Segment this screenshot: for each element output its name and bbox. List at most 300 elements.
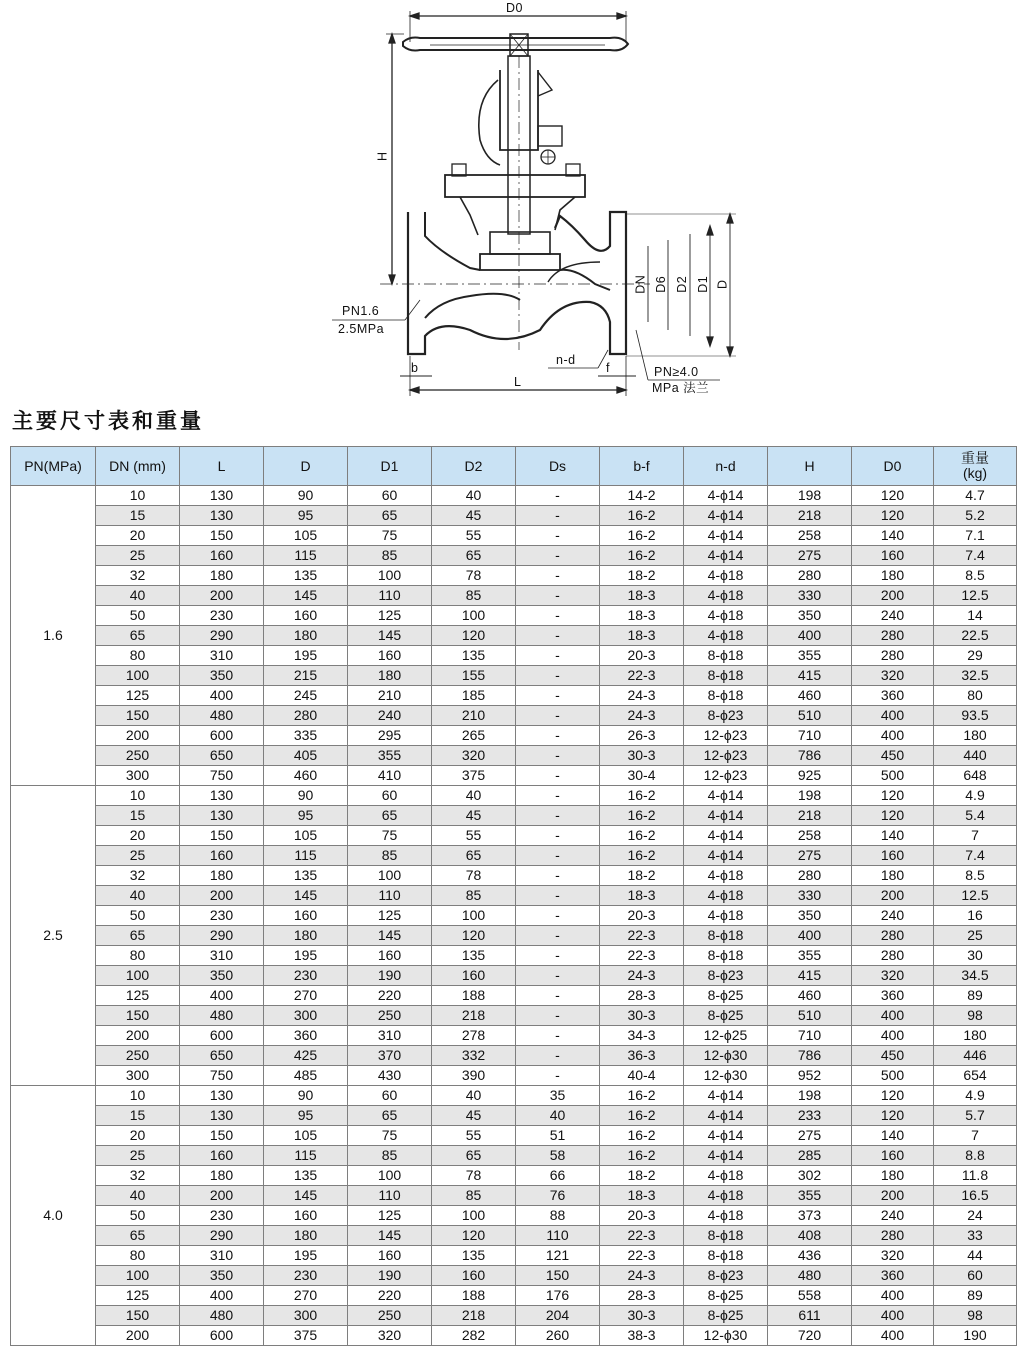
table-cell: 786 — [768, 746, 852, 766]
table-cell: 480 — [180, 706, 264, 726]
table-cell: 460 — [264, 766, 348, 786]
table-cell: 240 — [852, 606, 934, 626]
table-cell: 8-ϕ25 — [684, 1286, 768, 1306]
table-cell: 110 — [516, 1226, 600, 1246]
table-cell: 180 — [180, 866, 264, 886]
table-cell: 80 — [96, 1246, 180, 1266]
column-header: D — [264, 447, 348, 486]
table-cell: 16-2 — [600, 1146, 684, 1166]
table-cell: 98 — [934, 1306, 1017, 1326]
table-cell: 40 — [432, 786, 516, 806]
table-cell: 180 — [348, 666, 432, 686]
table-cell: 160 — [348, 946, 432, 966]
table-cell: 40 — [516, 1106, 600, 1126]
table-cell: 12-ϕ23 — [684, 726, 768, 746]
table-cell: 16.5 — [934, 1186, 1017, 1206]
table-cell: 480 — [180, 1306, 264, 1326]
table-cell: 215 — [264, 666, 348, 686]
table-cell: 155 — [432, 666, 516, 686]
table-cell: 218 — [768, 506, 852, 526]
table-cell: 110 — [348, 1186, 432, 1206]
table-cell: 150 — [96, 1006, 180, 1026]
table-cell: 38-3 — [600, 1326, 684, 1346]
table-cell: 125 — [348, 906, 432, 926]
table-cell: 350 — [180, 666, 264, 686]
table-row — [11, 1126, 1017, 1146]
table-row — [11, 926, 1017, 946]
column-header: D1 — [348, 447, 432, 486]
table-cell: 408 — [768, 1226, 852, 1246]
table-cell: 121 — [516, 1246, 600, 1266]
table-cell: 120 — [852, 806, 934, 826]
table-row — [11, 766, 1017, 786]
table-cell: 4-ϕ14 — [684, 526, 768, 546]
table-cell: - — [516, 626, 600, 646]
table-cell: 230 — [264, 1266, 348, 1286]
table-row — [11, 826, 1017, 846]
table-cell: 440 — [934, 746, 1017, 766]
table-cell: 33 — [934, 1226, 1017, 1246]
table-cell: 510 — [768, 1006, 852, 1026]
table-cell: 204 — [516, 1306, 600, 1326]
table-cell: 260 — [516, 1326, 600, 1346]
table-cell: 90 — [264, 786, 348, 806]
table-cell: 300 — [96, 766, 180, 786]
table-cell: 400 — [852, 1326, 934, 1346]
table-cell: 188 — [432, 986, 516, 1006]
table-cell: 400 — [852, 1026, 934, 1046]
table-cell: 275 — [768, 1126, 852, 1146]
table-cell: 925 — [768, 766, 852, 786]
table-cell: 8-ϕ25 — [684, 1306, 768, 1326]
table-cell: 600 — [180, 1326, 264, 1346]
table-cell: 400 — [180, 1286, 264, 1306]
table-row — [11, 506, 1017, 526]
table-cell: 400 — [180, 686, 264, 706]
table-cell: 135 — [432, 946, 516, 966]
table-cell: 278 — [432, 1026, 516, 1046]
table-cell: 145 — [264, 886, 348, 906]
table-cell: 10 — [96, 1086, 180, 1106]
table-cell: 8-ϕ25 — [684, 986, 768, 1006]
table-cell: 8.5 — [934, 866, 1017, 886]
table-cell: 258 — [768, 526, 852, 546]
label-d1: D1 — [696, 275, 711, 293]
label-h: H — [375, 151, 390, 162]
label-nd: n-d — [556, 353, 576, 367]
table-cell: 558 — [768, 1286, 852, 1306]
table-cell: 160 — [348, 646, 432, 666]
table-cell: 50 — [96, 606, 180, 626]
table-cell: 145 — [348, 1226, 432, 1246]
table-cell: 198 — [768, 786, 852, 806]
table-cell: 130 — [180, 1086, 264, 1106]
table-cell: 370 — [348, 1046, 432, 1066]
table-cell: 446 — [934, 1046, 1017, 1066]
table-cell: 85 — [432, 886, 516, 906]
table-cell: 145 — [264, 586, 348, 606]
table-row — [11, 686, 1017, 706]
table-cell: 4-ϕ18 — [684, 626, 768, 646]
table-cell: 160 — [432, 966, 516, 986]
table-cell: 750 — [180, 1066, 264, 1086]
table-cell: 150 — [180, 826, 264, 846]
table-cell: 115 — [264, 546, 348, 566]
table-cell: 12.5 — [934, 586, 1017, 606]
table-cell: 750 — [180, 766, 264, 786]
table-row — [11, 486, 1017, 506]
table-cell: 220 — [348, 986, 432, 1006]
column-header: L — [180, 447, 264, 486]
table-cell: 160 — [432, 1266, 516, 1286]
table-cell: 4-ϕ14 — [684, 1106, 768, 1126]
table-cell: 710 — [768, 726, 852, 746]
table-cell: 16-2 — [600, 1086, 684, 1106]
table-cell: 8.8 — [934, 1146, 1017, 1166]
table-cell: 66 — [516, 1166, 600, 1186]
table-header-row — [11, 447, 1017, 486]
table-cell: 18-2 — [600, 1166, 684, 1186]
table-row — [11, 586, 1017, 606]
table-cell: 30-4 — [600, 766, 684, 786]
table-cell: 200 — [180, 586, 264, 606]
table-cell: 218 — [432, 1306, 516, 1326]
table-cell: 51 — [516, 1126, 600, 1146]
table-cell: 230 — [264, 966, 348, 986]
table-cell: 654 — [934, 1066, 1017, 1086]
table-cell: 125 — [348, 606, 432, 626]
table-cell: 85 — [348, 846, 432, 866]
table-cell: 60 — [348, 786, 432, 806]
table-cell: 50 — [96, 1206, 180, 1226]
table-cell: 218 — [768, 806, 852, 826]
table-cell: 80 — [96, 646, 180, 666]
table-cell: 20-3 — [600, 646, 684, 666]
table-cell: 480 — [768, 1266, 852, 1286]
table-cell: 160 — [180, 546, 264, 566]
table-cell: 45 — [432, 506, 516, 526]
table-cell: 5.7 — [934, 1106, 1017, 1126]
table-cell: 500 — [852, 766, 934, 786]
table-cell: - — [516, 846, 600, 866]
table-cell: 648 — [934, 766, 1017, 786]
table-cell: 4-ϕ14 — [684, 1126, 768, 1146]
table-cell: 4-ϕ18 — [684, 906, 768, 926]
table-cell: 332 — [432, 1046, 516, 1066]
table-cell: 400 — [852, 1306, 934, 1326]
table-cell: 115 — [264, 846, 348, 866]
table-cell: - — [516, 726, 600, 746]
table-cell: 30-3 — [600, 746, 684, 766]
table-cell: 8-ϕ18 — [684, 666, 768, 686]
table-cell: - — [516, 566, 600, 586]
table-cell: 190 — [934, 1326, 1017, 1346]
table-cell: 160 — [264, 606, 348, 626]
table-cell: 350 — [768, 606, 852, 626]
table-cell: 240 — [852, 1206, 934, 1226]
table-cell: 450 — [852, 746, 934, 766]
label-pn-high-1: PN≥4.0 — [654, 365, 699, 379]
table-cell: 4-ϕ14 — [684, 486, 768, 506]
table-cell: 125 — [96, 1286, 180, 1306]
table-cell: - — [516, 526, 600, 546]
table-row — [11, 546, 1017, 566]
table-cell: - — [516, 786, 600, 806]
table-cell: 290 — [180, 926, 264, 946]
table-cell: 952 — [768, 1066, 852, 1086]
table-row — [11, 526, 1017, 546]
table-cell: 250 — [348, 1306, 432, 1326]
table-cell: 485 — [264, 1066, 348, 1086]
table-cell: 145 — [348, 626, 432, 646]
table-cell: 400 — [180, 986, 264, 1006]
table-cell: 16-2 — [600, 846, 684, 866]
table-cell: - — [516, 926, 600, 946]
table-cell: 180 — [264, 1226, 348, 1246]
table-cell: - — [516, 986, 600, 1006]
column-header: D0 — [852, 447, 934, 486]
table-cell: - — [516, 1026, 600, 1046]
label-d0: D0 — [506, 1, 523, 15]
table-cell: 18-3 — [600, 886, 684, 906]
table-cell: - — [516, 646, 600, 666]
valve-drawing — [0, 0, 1026, 400]
table-cell: 25 — [96, 546, 180, 566]
table-cell: 135 — [432, 646, 516, 666]
table-cell: 460 — [768, 986, 852, 1006]
table-row — [11, 706, 1017, 726]
table-cell: 270 — [264, 986, 348, 1006]
table-cell: 600 — [180, 726, 264, 746]
table-cell: 510 — [768, 706, 852, 726]
table-cell: 20-3 — [600, 906, 684, 926]
table-cell: 4.9 — [934, 786, 1017, 806]
table-cell: 720 — [768, 1326, 852, 1346]
table-cell: 89 — [934, 1286, 1017, 1306]
table-cell: 22.5 — [934, 626, 1017, 646]
table-cell: 4-ϕ14 — [684, 786, 768, 806]
table-cell: - — [516, 1066, 600, 1086]
table-cell: 35 — [516, 1086, 600, 1106]
table-cell: 436 — [768, 1246, 852, 1266]
table-cell: 32 — [96, 1166, 180, 1186]
table-cell: 105 — [264, 826, 348, 846]
table-cell: 320 — [432, 746, 516, 766]
table-cell: 150 — [180, 526, 264, 546]
table-cell: 76 — [516, 1186, 600, 1206]
label-d: D — [715, 279, 730, 290]
table-cell: 130 — [180, 506, 264, 526]
label-d6: D6 — [654, 275, 669, 293]
table-cell: 160 — [180, 1146, 264, 1166]
table-cell: 200 — [96, 1026, 180, 1046]
table-cell: 280 — [264, 706, 348, 726]
table-cell: 210 — [348, 686, 432, 706]
table-cell: 200 — [852, 1186, 934, 1206]
table-cell: 220 — [348, 1286, 432, 1306]
table-cell: 20 — [96, 526, 180, 546]
table-cell: 195 — [264, 946, 348, 966]
table-cell: 310 — [180, 1246, 264, 1266]
table-cell: 230 — [180, 1206, 264, 1226]
table-cell: 100 — [348, 566, 432, 586]
table-cell: 40-4 — [600, 1066, 684, 1086]
table-cell: - — [516, 886, 600, 906]
table-cell: 400 — [852, 1286, 934, 1306]
table-cell: 180 — [934, 1026, 1017, 1046]
table-cell: 75 — [348, 526, 432, 546]
table-row — [11, 986, 1017, 1006]
table-cell: 120 — [852, 1086, 934, 1106]
table-cell: 611 — [768, 1306, 852, 1326]
table-cell: 65 — [432, 846, 516, 866]
table-cell: 355 — [348, 746, 432, 766]
table-cell: 105 — [264, 526, 348, 546]
table-cell: 8-ϕ23 — [684, 1266, 768, 1286]
table-cell: 150 — [96, 1306, 180, 1326]
table-cell: 188 — [432, 1286, 516, 1306]
table-cell: 75 — [348, 1126, 432, 1146]
table-cell: 650 — [180, 1046, 264, 1066]
table-cell: 150 — [96, 706, 180, 726]
table-row — [11, 726, 1017, 746]
table-cell: 24 — [934, 1206, 1017, 1226]
table-cell: 190 — [348, 966, 432, 986]
table-cell: 275 — [768, 546, 852, 566]
table-cell: 425 — [264, 1046, 348, 1066]
table-cell: 230 — [180, 906, 264, 926]
table-cell: - — [516, 1006, 600, 1026]
table-row — [11, 1006, 1017, 1026]
table-cell: 34-3 — [600, 1026, 684, 1046]
table-cell: 275 — [768, 846, 852, 866]
table-cell: 280 — [852, 946, 934, 966]
table-cell: 24-3 — [600, 706, 684, 726]
table-cell: - — [516, 766, 600, 786]
table-cell: 140 — [852, 526, 934, 546]
table-row — [11, 1266, 1017, 1286]
table-cell: 89 — [934, 986, 1017, 1006]
table-row — [11, 566, 1017, 586]
table-cell: 20 — [96, 1126, 180, 1146]
table-row — [11, 1206, 1017, 1226]
table-cell: 330 — [768, 886, 852, 906]
table-cell: 28-3 — [600, 1286, 684, 1306]
table-cell: 78 — [432, 1166, 516, 1186]
table-cell: 150 — [180, 1126, 264, 1146]
table-cell: 4-ϕ14 — [684, 846, 768, 866]
table-cell: 26-3 — [600, 726, 684, 746]
table-cell: 4.7 — [934, 486, 1017, 506]
column-header: D2 — [432, 447, 516, 486]
column-header: Ds — [516, 447, 600, 486]
table-cell: 233 — [768, 1106, 852, 1126]
table-cell: 65 — [96, 926, 180, 946]
table-cell: 373 — [768, 1206, 852, 1226]
table-cell: 130 — [180, 786, 264, 806]
table-cell: 280 — [768, 566, 852, 586]
table-cell: 65 — [348, 506, 432, 526]
table-cell: 280 — [768, 866, 852, 886]
table-cell: 95 — [264, 1106, 348, 1126]
table-cell: 11.8 — [934, 1166, 1017, 1186]
table-cell: 120 — [852, 786, 934, 806]
table-cell: 7.4 — [934, 846, 1017, 866]
table-cell: 120 — [852, 1106, 934, 1126]
table-cell: 400 — [768, 626, 852, 646]
table-cell: 14-2 — [600, 486, 684, 506]
table-cell: 16-2 — [600, 1106, 684, 1126]
table-cell: 60 — [934, 1266, 1017, 1286]
table-cell: 8-ϕ18 — [684, 646, 768, 666]
table-cell: 430 — [348, 1066, 432, 1086]
table-cell: 55 — [432, 1126, 516, 1146]
table-cell: 20 — [96, 826, 180, 846]
table-cell: 145 — [348, 926, 432, 946]
table-cell: 290 — [180, 626, 264, 646]
table-cell: 130 — [180, 1106, 264, 1126]
table-cell: 210 — [432, 706, 516, 726]
table-cell: 400 — [852, 1006, 934, 1026]
table-cell: 12.5 — [934, 886, 1017, 906]
table-cell: 4-ϕ18 — [684, 866, 768, 886]
table-cell: 4-ϕ14 — [684, 826, 768, 846]
dimension-weight-table — [10, 446, 1017, 1346]
table-cell: 4.9 — [934, 1086, 1017, 1106]
table-row — [11, 746, 1017, 766]
table-cell: 7 — [934, 1126, 1017, 1146]
table-row — [11, 1326, 1017, 1346]
table-row — [11, 1066, 1017, 1086]
table-cell: 300 — [96, 1066, 180, 1086]
table-cell: 30-3 — [600, 1306, 684, 1326]
table-cell: 150 — [516, 1266, 600, 1286]
table-cell: 8-ϕ18 — [684, 686, 768, 706]
table-cell: - — [516, 966, 600, 986]
table-row — [11, 646, 1017, 666]
table-cell: 198 — [768, 1086, 852, 1106]
table-cell: 4-ϕ18 — [684, 1206, 768, 1226]
table-cell: 110 — [348, 886, 432, 906]
table-cell: 390 — [432, 1066, 516, 1086]
table-cell: 85 — [432, 586, 516, 606]
table-cell: 160 — [348, 1246, 432, 1266]
table-cell: 80 — [96, 946, 180, 966]
table-cell: 4-ϕ14 — [684, 546, 768, 566]
label-b: b — [411, 361, 419, 375]
table-cell: 100 — [348, 866, 432, 886]
table-cell: 320 — [348, 1326, 432, 1346]
table-cell: 135 — [264, 866, 348, 886]
table-row — [11, 866, 1017, 886]
table-cell: 100 — [432, 1206, 516, 1226]
table-cell: 18-2 — [600, 566, 684, 586]
table-cell: 40 — [96, 1186, 180, 1206]
table-cell: 200 — [96, 726, 180, 746]
table-cell: 32 — [96, 566, 180, 586]
table-cell: 375 — [432, 766, 516, 786]
table-cell: 8-ϕ18 — [684, 1246, 768, 1266]
table-cell: 4-ϕ18 — [684, 586, 768, 606]
table-cell: 120 — [852, 486, 934, 506]
table-cell: 195 — [264, 1246, 348, 1266]
table-cell: 15 — [96, 506, 180, 526]
table-cell: 5.2 — [934, 506, 1017, 526]
table-cell: 58 — [516, 1146, 600, 1166]
table-cell: 200 — [852, 886, 934, 906]
table-cell: 600 — [180, 1026, 264, 1046]
table-cell: 93.5 — [934, 706, 1017, 726]
